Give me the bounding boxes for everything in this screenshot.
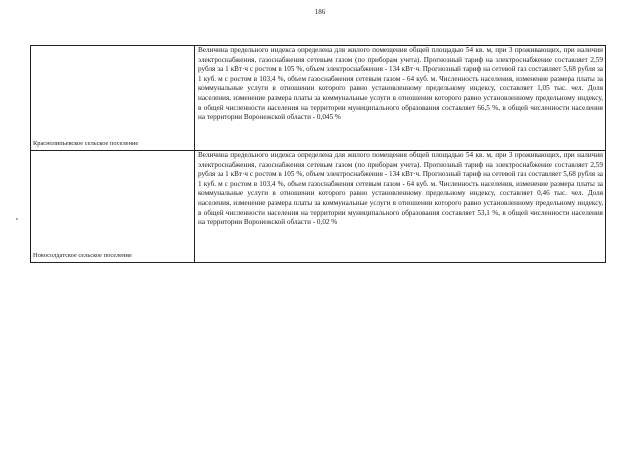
- index-description-cell: [195, 46, 606, 151]
- settlement-name: Краснолипьевское сельское поселение: [33, 140, 139, 147]
- municipal-index-table: [30, 45, 606, 263]
- table-row: [31, 46, 606, 151]
- index-description-cell: [195, 151, 606, 263]
- index-description: Величина предельного индекса определена для жилого помещения общей площадью 54 кв. м, при 3 проживающих, при наличии электроснабжения, газоснабжения сетевым газом (по приборам учета). Прогнозный тариф на электроснабжение составляет 2,59 рубля за 1 кВт·ч с ростом в 105 %, объем электроснабжения - 134 кВт·ч. Прогнозный тариф на сетевой газ составляет 5,68 рубля за 1 куб. м с ростом в 103,4 %, объем газоснабжения сетевым газом - 64 куб. м. Численность населения, изменение размера платы за коммунальные услуги в отношении которого равно установленному предельному индексу, составляет 1,05 тыс. чел. Доля населения, изменение размера платы за коммунальные услуги в отношении которого равно установленному предельному индексу, в общей численности населения на территории муниципального образования составляет 66,5 %, в общей численности населения на территории Воронежской области - 0,045 %: [198, 46, 603, 122]
- table-row: [31, 151, 606, 263]
- page-number: 186: [314, 8, 326, 16]
- settlement-name: Новосолдатское сельское поселение: [33, 252, 132, 259]
- settlement-name-cell: [31, 46, 195, 151]
- index-description: Величина предельного индекса определена для жилого помещения общей площадью 54 кв. м, при 3 проживающих, при наличии электроснабжения, газоснабжения сетевым газом (по приборам учета). Прогнозный тариф на электроснабжение составляет 2,59 рубля за 1 кВт·ч с ростом в 105 %, объем электроснабжения - 134 кВт·ч. Прогнозный тариф на сетевой газ составляет 5,68 рубля за 1 куб. м с ростом в 103,4 %, объем газоснабжения сетевым газом - 64 куб. м. Численность населения, изменение размера платы за коммунальные услуги в отношении которого равно установленному предельному индексу, составляет 0,46 тыс. чел. Доля населения, изменение размера платы за коммунальные услуги в отношении которого равно установленному предельному индексу, в общей численности населения на территории муниципального образования составляет 53,1 %, в общей численности населения на территории Воронежской области - 0,02 %: [198, 151, 603, 227]
- scan-speck: [16, 218, 18, 220]
- settlement-name-cell: [31, 151, 195, 263]
